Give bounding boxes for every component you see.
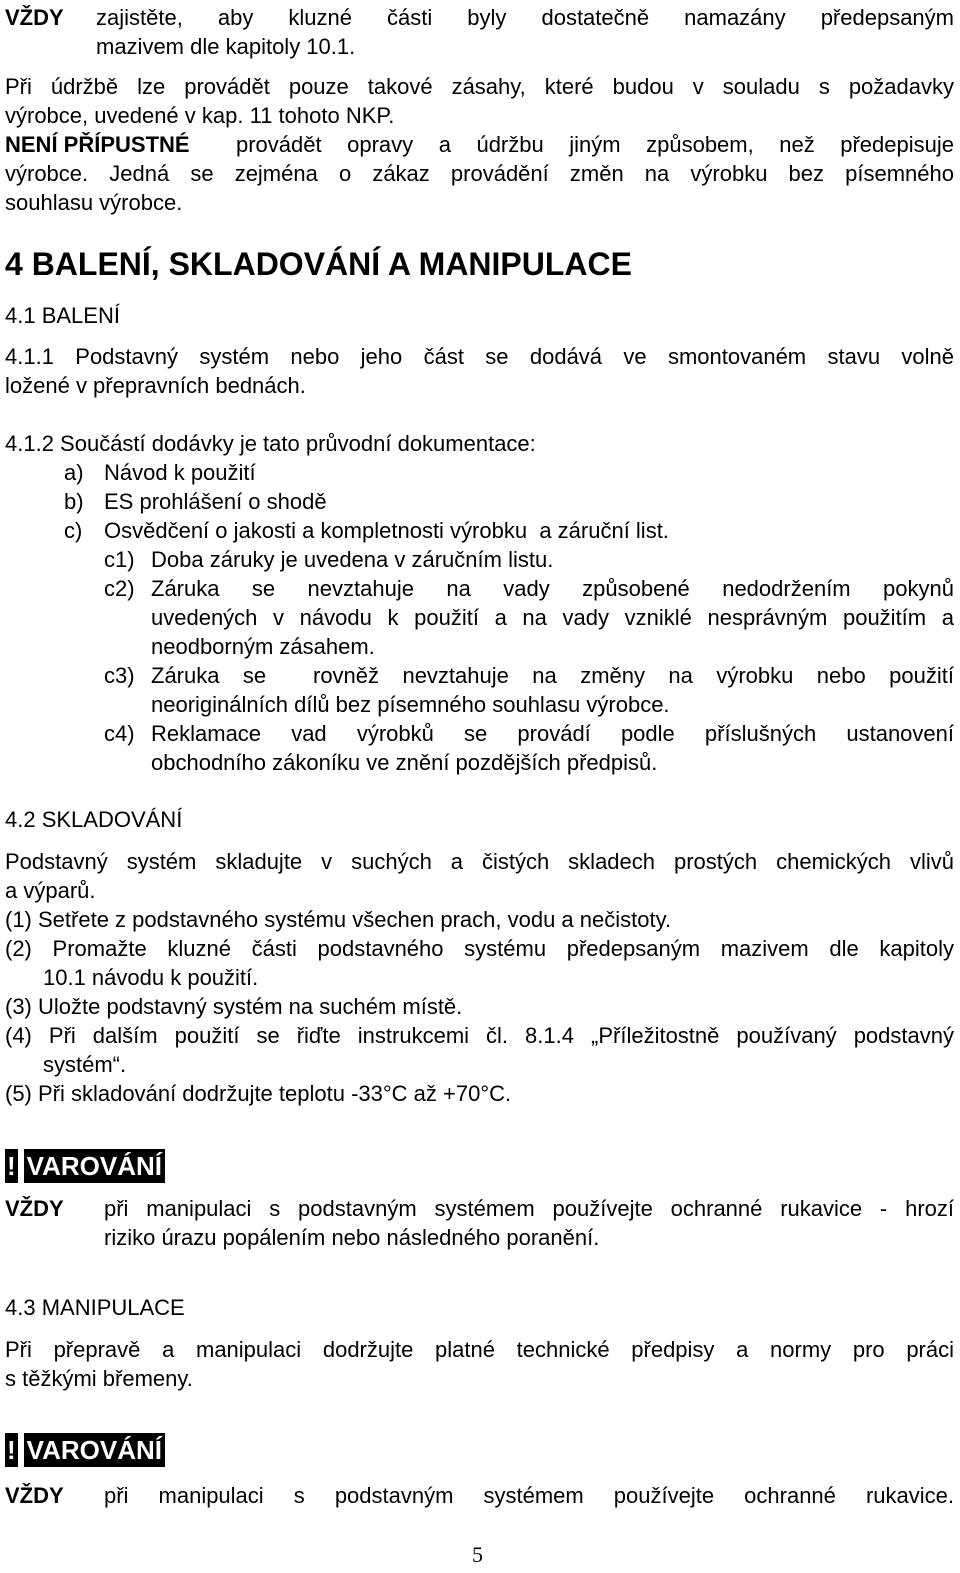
warning-label: VAROVÁNÍ [24, 1433, 165, 1467]
paragraph-line: 4.1.2 Součástí dodávky je tato průvodní dokumentace: [5, 431, 536, 456]
subsection-heading: 4.1 BALENÍ [5, 303, 120, 328]
list-item: systém“. [43, 1052, 127, 1077]
subsection-heading: 4.3 MANIPULACE [5, 1295, 185, 1320]
paragraph-line: při manipulaci s podstavným systémem používejte ochranné rukavice. [104, 1483, 954, 1508]
page-number: 5 [472, 1542, 483, 1567]
list-marker: c4) [104, 721, 135, 746]
list-item: neoriginálních dílů bez písemného souhlasu výrobce. [151, 692, 670, 717]
paragraph-line: výrobce, uvedené v kap. 11 tohoto NKP. [5, 103, 395, 128]
list-item: Reklamace vad výrobků se provádí podle příslušných ustanovení [151, 721, 954, 746]
not-allowed-label: NENÍ PŘÍPUSTNÉ [5, 132, 190, 157]
vzdy-label: VŽDY [5, 5, 64, 30]
list-item: (4) Při dalším použití se řiďte instrukcemi čl. 8.1.4 „Příležitostně používaný podstavný [5, 1023, 954, 1048]
warning-label: VAROVÁNÍ [24, 1149, 165, 1183]
warning-icon: ! [7, 1151, 16, 1181]
paragraph-line: Při údržbě lze provádět pouze takové zásahy, které budou v souladu s požadavky [5, 74, 954, 99]
list-marker: a) [64, 460, 84, 485]
list-marker: c2) [104, 576, 135, 601]
paragraph-line: ložené v přepravních bednách. [5, 373, 306, 398]
list-item: Doba záruky je uvedena v záručním listu. [151, 547, 554, 572]
paragraph-line: Při přepravě a manipulaci dodržujte platné technické předpisy a normy pro práci [5, 1337, 954, 1362]
list-item: (2) Promažte kluzné části podstavného systému předepsaným mazivem dle kapitoly [5, 936, 954, 961]
paragraph-line: 4.1.1 Podstavný systém nebo jeho část se dodává ve smontovaném stavu volně [5, 344, 954, 369]
list-item: (3) Uložte podstavný systém na suchém místě. [5, 994, 463, 1019]
subsection-heading: 4.2 SKLADOVÁNÍ [5, 807, 183, 832]
list-item: obchodního zákoníku ve znění pozdějších předpisů. [151, 750, 658, 775]
list-item: (1) Setřete z podstavného systému všechen prach, vodu a nečistoty. [5, 907, 672, 932]
paragraph-line: souhlasu výrobce. [5, 190, 183, 215]
paragraph-line: riziko úrazu popálením nebo následného poranění. [104, 1225, 600, 1250]
list-marker: b) [64, 489, 84, 514]
section-heading: 4 BALENÍ, SKLADOVÁNÍ A MANIPULACE [5, 246, 632, 282]
paragraph-line: výrobce. Jedná se zejména o zákaz provádění změn na výrobku bez písemného [5, 161, 954, 186]
warning-banner [5, 1433, 165, 1467]
list-marker: c3) [104, 663, 135, 688]
vzdy-label: VŽDY [5, 1196, 64, 1221]
list-item: (5) Při skladování dodržujte teplotu -33°C až +70°C. [5, 1081, 512, 1106]
list-item: Osvědčení o jakosti a kompletnosti výrobku a záruční list. [104, 518, 669, 543]
list-item: Záruka se rovněž nevztahuje na změny na výrobku nebo použití [151, 663, 954, 688]
paragraph-line: Podstavný systém skladujte v suchých a čistých skladech prostých chemických vlivů [5, 849, 954, 874]
paragraph-line: zajistěte, aby kluzné části byly dostatečně namazány předepsaným [96, 5, 954, 30]
paragraph-line: a výparů. [5, 878, 96, 903]
paragraph-line: s těžkými břemeny. [5, 1366, 193, 1391]
list-item: uvedených v návodu k použití a na vady vzniklé nesprávným použitím a [151, 605, 954, 630]
list-marker: c1) [104, 547, 135, 572]
list-item: Záruka se nevztahuje na vady způsobené nedodržením pokynů [151, 576, 954, 601]
paragraph-line: při manipulaci s podstavným systémem používejte ochranné rukavice - hrozí [104, 1196, 954, 1221]
list-marker: c) [64, 518, 83, 543]
warning-icon: ! [7, 1435, 16, 1465]
list-item: ES prohlášení o shodě [104, 489, 327, 514]
paragraph-line: provádět opravy a údržbu jiným způsobem, než předepisuje [236, 132, 954, 157]
vzdy-label: VŽDY [5, 1483, 64, 1508]
paragraph-line: mazivem dle kapitoly 10.1. [96, 34, 356, 59]
list-item: neodborným zásahem. [151, 634, 375, 659]
list-item: Návod k použití [104, 460, 256, 485]
list-item: 10.1 návodu k použití. [43, 965, 259, 990]
warning-banner [5, 1149, 165, 1183]
